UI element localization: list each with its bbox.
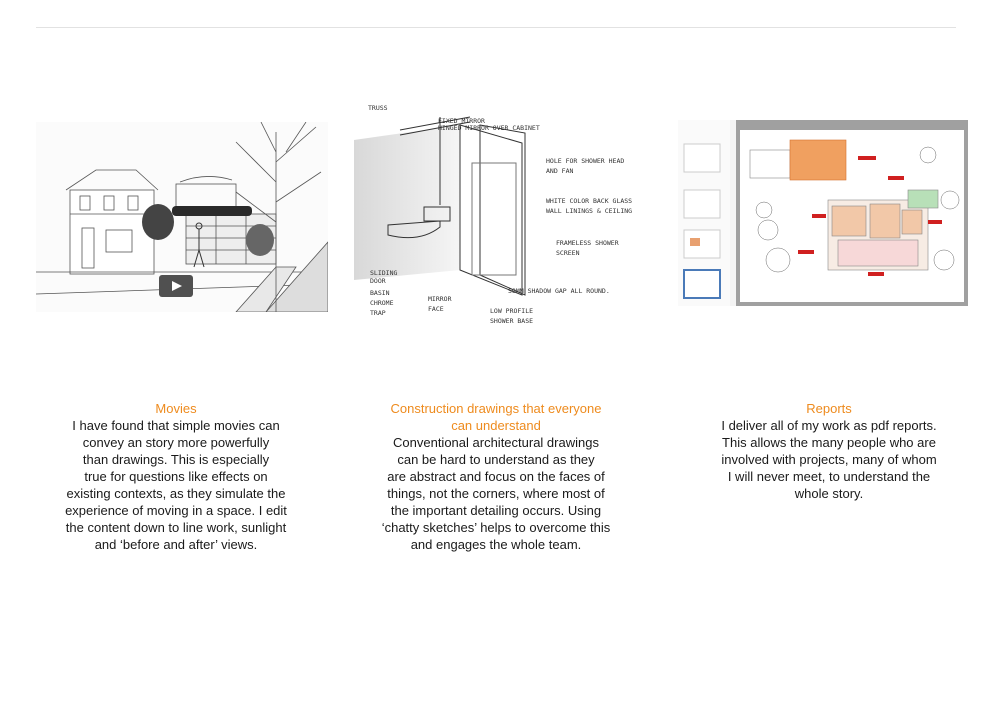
construction-body-line: Conventional architectural drawings (393, 435, 599, 450)
reports-heading: Reports (806, 401, 852, 416)
reports-body-line: I deliver all of my work as pdf reports. (721, 418, 937, 433)
svg-text:HOLE FOR SHOWER HEAD: HOLE FOR SHOWER HEAD (546, 157, 625, 165)
movie-still-image[interactable] (36, 122, 328, 312)
movies-heading: Movies (155, 401, 197, 416)
movies-body-line: and ‘before and after’ views. (94, 537, 258, 552)
pdf-viewer-illustration (678, 120, 968, 306)
play-icon[interactable] (159, 275, 193, 297)
svg-text:SLIDING: SLIDING (370, 269, 398, 277)
reports-body-line: This allows the many people who are (722, 435, 936, 450)
top-divider (36, 27, 956, 28)
svg-text:TRAP: TRAP (370, 309, 386, 317)
construction-body-line: the important detailing occurs. Using (390, 503, 602, 518)
shower-detail-sketch (340, 95, 645, 327)
svg-text:FACE: FACE (428, 305, 444, 313)
reports-body-line: whole story. (794, 486, 864, 501)
movies-body-line: the content down to line work, sunlight (65, 520, 287, 535)
pdf-report-screenshot (678, 120, 968, 306)
svg-text:WHITE COLOR BACK GLASS: WHITE COLOR BACK GLASS (546, 197, 633, 205)
construction-body-line: can be hard to understand as they (397, 452, 595, 467)
reports-body-line: involved with projects, many of whom (721, 452, 937, 467)
svg-text:CHROME: CHROME (370, 299, 394, 307)
construction-body-line: and engages the whole team. (410, 537, 582, 552)
svg-text:DOOR: DOOR (370, 277, 386, 285)
svg-text:TRUSS: TRUSS (368, 104, 388, 112)
construction-body-line: things, not the corners, where most of (387, 486, 605, 501)
construction-heading-line: can understand (451, 418, 541, 433)
movies-body-line: than drawings. This is especially (82, 452, 270, 467)
svg-text:SOMM SHADOW GAP ALL ROUND.: SOMM SHADOW GAP ALL ROUND. (508, 287, 610, 295)
construction-heading-line: Construction drawings that everyone (390, 401, 602, 416)
svg-text:SHOWER BASE: SHOWER BASE (490, 317, 534, 325)
svg-text:FRAMELESS SHOWER: FRAMELESS SHOWER (556, 239, 619, 247)
movies-body-line: convey an story more powerfully (82, 435, 270, 450)
movies-body-line: I have found that simple movies can (72, 418, 280, 433)
svg-text:AND FAN: AND FAN (546, 167, 574, 175)
movies-body-line: experience of moving in a space. I edit (65, 503, 287, 518)
svg-text:MIRROR: MIRROR (428, 295, 452, 303)
construction-body-line: ‘chatty sketches’ helps to overcome this (381, 520, 611, 535)
movies-body-line: existing contexts, as they simulate the (66, 486, 286, 501)
movies-body-line: true for questions like effects on (84, 469, 268, 484)
construction-column (356, 400, 636, 553)
construction-sketch-image (340, 95, 645, 327)
svg-text:WALL LININGS & CEILING: WALL LININGS & CEILING (546, 207, 633, 215)
reports-column (689, 400, 969, 502)
reports-body-line: I will never meet, to understand the (727, 469, 931, 484)
svg-text:FIXED MIRROR: FIXED MIRROR (438, 117, 485, 125)
construction-body-line: are abstract and focus on the faces of (387, 469, 605, 484)
svg-text:HINGED MIRROR OVER CABINET: HINGED MIRROR OVER CABINET (438, 124, 540, 132)
svg-text:LOW PROFILE: LOW PROFILE (490, 307, 534, 315)
svg-text:SCREEN: SCREEN (556, 249, 580, 257)
movies-column (36, 400, 316, 553)
svg-text:BASIN: BASIN (370, 289, 390, 297)
